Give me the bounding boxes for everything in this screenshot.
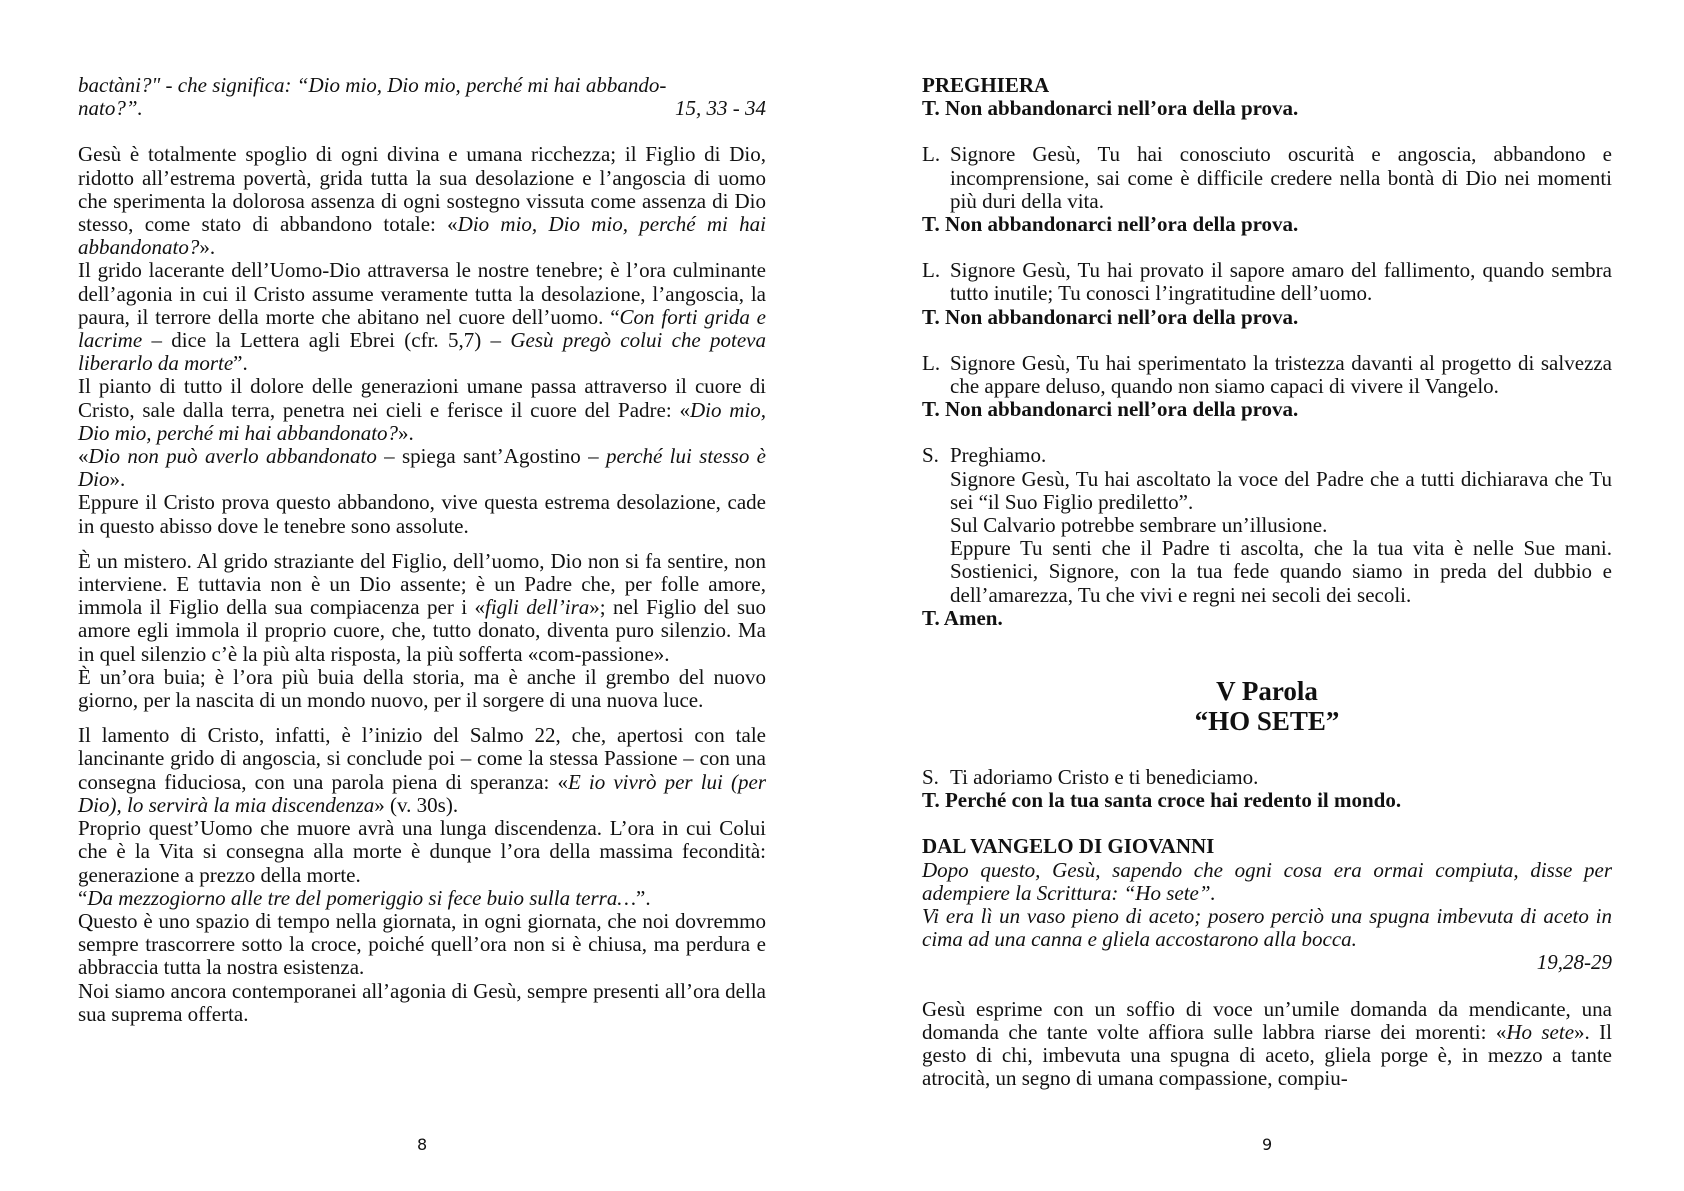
paragraph: Proprio quest’Uomo che muore avrà una lunga discendenza. L’ora in cui Colui che è la Vita si consegna alla morte è dunque l’ora della massima fecondità: generazione a prezzo della morte. <box>78 816 766 887</box>
paragraph: È un mistero. Al grido straziante del Figlio, dell’uomo, Dio non si fa sentire, non interviene. E tuttavia non è un Dio assente; è un Padre che, per folle amore, immola il Figlio della sua compiacenza per i «figli dell’ira»; nel Figlio del suo amore egli immola il proprio cuore, che, tutto donato, diventa puro silenzio. Ma in quel silenzio c’è la più alta risposta, la più sofferta «com-passione». <box>78 548 767 666</box>
prayer-line: Sul Calvario potrebbe sembrare un’illusione. <box>950 513 1328 538</box>
litany-item <box>922 143 1612 213</box>
gospel-text: Dopo questo, Gesù, sapendo che ogni cosa era ormai compiuta, disse per adempiere la Scrittura: “Ho sete”. <box>922 857 1612 905</box>
prayer-line: Signore Gesù, Tu hai ascoltato la voce del Padre che a tutti dichiarava che Tu sei “il Suo Figlio prediletto”. <box>950 466 1612 514</box>
response-line: T. Non abbandonarci nell’ora della prova. <box>922 212 1299 237</box>
section-subtitle: “HO SETE” <box>1194 706 1340 737</box>
litany-text: Signore Gesù, Tu hai sperimentato la tristezza davanti al progetto di salvezza che appare deluso, quando non siamo capaci di vivere il Vangelo. <box>950 350 1612 399</box>
response-line: T. Non abbandonarci nell’ora della prova. <box>922 96 1299 121</box>
acclamation-response: T. Perché con la tua santa croce hai redento il mondo. <box>922 788 1402 813</box>
closing-prayer <box>922 444 1612 606</box>
paragraph: Il grido lacerante dell’Uomo-Dio attraversa le nostre tenebre; è l’ora culminante dell’agonia in cui il Cristo assume veramente tutta la desolazione, l’angoscia, la paura, il terrore della morte che abitano nel cuore dell’uomo. “Con forti grida e lacrime – dice la Lettera agli Ebrei (cfr. 5,7) – Gesù pregò colui che poteva liberarlo da morte”. <box>78 258 767 376</box>
quote-line: bactàni?" - che significa: “Dio mio, Dio mio, perché mi hai abbando- <box>78 73 667 97</box>
right-page <box>922 74 1612 1091</box>
gospel-heading: DAL VANGELO DI GIOVANNI <box>922 834 1215 859</box>
paragraph: È un’ora buia; è l’ora più buia della storia, ma è anche il grembo del nuovo giorno, per la nascita di un mondo nuovo, per il sorgere di una nuova luce. <box>78 664 766 713</box>
paragraph: Eppure il Cristo prova questo abbandono, vive questa estrema desolazione, cade in questo abisso dove le tenebre sono assolute. <box>78 490 766 538</box>
paragraph: “Da mezzogiorno alle tre del pomeriggio si fece buio sulla terra…”. <box>78 885 651 910</box>
amen-response: T. Amen. <box>922 605 1003 630</box>
acclamation-text: Ti adoriamo Cristo e ti benediciamo. <box>950 765 1259 790</box>
scripture-reference: 19,28-29 <box>1536 950 1612 975</box>
gospel-text: Vi era lì un vaso pieno di aceto; posero perciò una spugna imbevuta di aceto in cima ad una canna e gliela accostarono alla bocca. <box>922 904 1612 952</box>
paragraph: Noi siamo ancora contemporanei all’agonia di Gesù, sempre presenti all’ora della sua suprema offerta. <box>78 978 766 1026</box>
prayer-line: Eppure Tu senti che il Padre ti ascolta, che la tua vita è nelle Sue mani. Sostienici, Signore, con la tua fede quando siamo in preda del dubbio e dell’amarezza, Tu che vivi e regni nei secoli dei secoli. <box>950 536 1612 607</box>
prayer-label: S. <box>922 443 939 468</box>
response-line: T. Non abbandonarci nell’ora della prova. <box>922 397 1299 422</box>
litany-item <box>922 259 1612 305</box>
litany-label: L. <box>922 258 941 283</box>
acclamation <box>922 766 1612 789</box>
prayer-line: Preghiamo. <box>950 443 1047 468</box>
page-number-left: 8 <box>417 1135 428 1154</box>
scripture-reference: 15, 33 - 34 <box>675 96 766 121</box>
quote-line: nato?”. <box>78 96 143 121</box>
paragraph: Il pianto di tutto il dolore delle generazioni umane passa attraverso il cuore di Cristo, sale dalla terra, penetra nei cieli e ferisce il cuore del Padre: «Dio mio, Dio mio, perché mi hai abbandonato?». <box>78 374 766 445</box>
litany-text: Signore Gesù, Tu hai conosciuto oscurità e angoscia, abbandono e incomprensione, sai come è difficile credere nella bontà di Dio nei momenti più duri della vita. <box>950 142 1612 213</box>
litany-label: L. <box>922 142 941 167</box>
page-number-right: 9 <box>1262 1135 1273 1154</box>
opening-quote <box>78 74 766 120</box>
paragraph: Questo è uno spazio di tempo nella giornata, in ogni giornata, che noi dovremmo sempre trascorrere sotto la croce, poiché quell’ora non si è chiusa, ma perdura e abbraccia tutta la nostra esistenza. <box>78 908 766 980</box>
paragraph: «Dio non può averlo abbandonato – spiega sant’Agostino – perché lui stesso è Dio». <box>78 444 767 492</box>
left-page <box>78 74 766 1026</box>
paragraph: Il lamento di Cristo, infatti, è l’inizio del Salmo 22, che, apertosi con tale lancinante grido di angoscia, si conclude poi – come la stessa Passione – con una consegna fiduciosa, con una parola piena di speranza: «E io vivrò per lui (per Dio), lo servirà la mia discendenza» (v. 30s). <box>78 723 766 817</box>
acclamation-label: S. <box>922 765 939 790</box>
litany-item <box>922 352 1612 398</box>
litany-label: L. <box>922 350 941 375</box>
response-line: T. Non abbandonarci nell’ora della prova. <box>922 304 1299 329</box>
litany-text: Signore Gesù, Tu hai provato il sapore amaro del fallimento, quando sembra tutto inutile; Tu conosci l’ingratitudine dell’uomo. <box>950 258 1612 306</box>
section-heading: PREGHIERA <box>922 73 1050 97</box>
section-title: V Parola <box>1216 676 1318 707</box>
commentary-paragraph: Gesù esprime con un soffio di voce un’umile domanda da mendicante, una domanda che tante volte affiora sulle labbra riarse dei morenti: «Ho sete». Il gesto di chi, imbevuta una spugna di aceto, gliela porge è, in mezzo a tante atrocità, un segno di umana compassione, compiu- <box>922 996 1613 1091</box>
paragraph: Gesù è totalmente spoglio di ogni divina e umana ricchezza; il Figlio di Dio, ridotto all’estrema povertà, grida tutta la sua desolazione e l’angoscia di uomo che sperimenta la dolorosa assenza di ogni sostegno vissuta come assenza di Dio stesso, come stato di abbandono totale: «Dio mio, Dio mio, perché mi hai abbandonato?». <box>78 142 766 260</box>
